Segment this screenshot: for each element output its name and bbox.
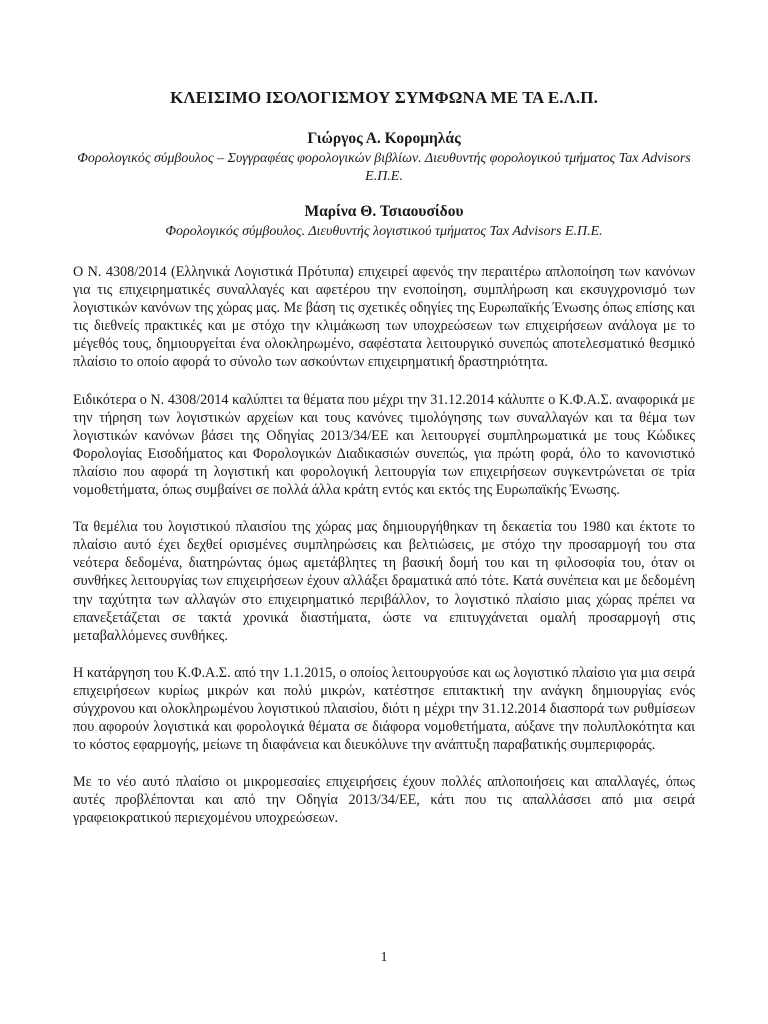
author-block-1 [73,130,695,186]
author-name: Γιώργος Α. Κορομηλάς [307,130,461,147]
author-name: Μαρίνα Θ. Τσιαουσίδου [304,203,464,220]
body-paragraph: Με το νέο αυτό πλαίσιο οι μικρομεσαίες επιχειρήσεις έχουν πολλές απλοποιήσεις και απαλλαγές, όπως αυτές προβλέπονται και από την Οδηγία 2013/34/ΕΕ, κάτι που τις απαλλάσσει από μια σειρά γραφειοκρατικού περιεχομένου υποχρεώσεων. [73,774,695,827]
body-paragraph: Ειδικότερα ο Ν. 4308/2014 καλύπτει τα θέματα που μέχρι την 31.12.2014 κάλυπτε ο Κ.Φ.Α.Σ. αναφορικά με την τήρηση των λογιστικών αρχείων και τους κανόνες τιμολόγησης των συναλλαγών και τα θέμα των λογιστικών κανόνων βάσει της Οδηγίας 2013/34/ΕΕ και λειτουργεί συμπληρωματικά με τους Κώδικες Φορολογίας Εισοδήματος και Φορολογικών Διαδικασιών συνεπώς, για πρώτη φορά, όλο το κανονιστικό πλαίσιο που αφορά τη λογιστική και φορολογική λειτουργία των επιχειρήσεων συγκεντρώνεται σε τρία νομοθετήματα, όπως συμβαίνει σε πολλά άλλα κράτη εντός και εκτός της Ευρωπαϊκής Ένωσης. [73,391,695,499]
author-block-2 [73,203,695,241]
page-number: 1 [380,950,388,965]
body-paragraph: Τα θεμέλια του λογιστικού πλαισίου της χώρας μας δημιουργήθηκαν τη δεκαετία του 1980 και έκτοτε το πλαίσιο αυτό έχει δεχθεί ορισμένες συμπληρώσεις και βελτιώσεις, με στόχο την προσαρμογή του στα νεότερα δεδομένα, διατηρώντας όμως αμετάβλητες τη βασική δομή του και τη φιλοσοφία του, όταν οι συνθήκες λειτουργίας των επιχειρήσεων έχουν αλλάξει δραματικά από τότε. Κατά συνέπεια και με δεδομένη την ταχύτητα των αλλαγών στο επιχειρηματικό περιβάλλον, το λογιστικό πλαίσιο μιας χώρας πρέπει να επανεξετάζεται σε τακτά χρονικά διαστήματα, ώστε να επιτυγχάνεται ομαλή προσαρμογή στις μεταβαλλόμενες συνθήκες. [73,519,695,644]
author-description: Φορολογικός σύμβουλος. Διευθυντής λογιστικού τμήματος Tax Advisors Ε.Π.Ε. [165,224,603,239]
body-paragraph: Ο Ν. 4308/2014 (Ελληνικά Λογιστικά Πρότυπα) επιχειρεί αφενός την περαιτέρω απλοποίηση των κανόνων για τις επιχειρηματικές συναλλαγές και αφετέρου την ενοποίηση, συμπλήρωση και εκσυγχρονισμό των λογιστικών κανόνων της χώρας μας. Με βάση τις σχετικές οδηγίες της Ευρωπαϊκής Ένωσης όπως επίσης και τις διεθνείς πρακτικές και με στόχο την κλιμάκωση των υποχρεώσεων των επιχειρήσεων ανάλογα με το μέγεθός τους, δημιουργείται ένα ολοκληρωμένο, σαφέστατα λειτουργικό συνεπώς αποτελεσματικό θεσμικό πλαίσιο το οποίο αφορά το σύνολο των ασκούντων επιχειρηματική δραστηριότητα. [73,264,695,371]
author-description: Φορολογικός σύμβουλος – Συγγραφέας φορολογικών βιβλίων. Διευθυντής φορολογικού τμήματος Tax Advisors Ε.Π.Ε. [77,151,691,184]
body-paragraph: Η κατάργηση του Κ.Φ.Α.Σ. από την 1.1.2015, ο οποίος λειτουργούσε και ως λογιστικό πλαίσιο για μια σειρά επιχειρήσεων κυρίως μικρών και πολύ μικρών, κατέστησε επιτακτική την ανάγκη δημιουργίας ενός σύγχρονου και ολοκληρωμένου λογιστικού πλαισίου, διότι η μέχρι την 31.12.2014 διασπορά των ρυθμίσεων που αφορούν λογιστικά και φορολογικά θέματα σε διάφορα νομοθετήματα, αύξανε την πολυπλοκότητα και το κόστος εφαρμογής, μείωνε τη διαφάνεια και διευκόλυνε την ανάπτυξη παραβατικής συμπεριφοράς. [73,664,695,754]
document-page [73,88,695,847]
document-title: ΚΛΕΙΣΙΜΟ ΙΣΟΛΟΓΙΣΜΟΥ ΣΥΜΦΩΝΑ ΜΕ ΤΑ Ε.Λ.Π. [170,88,598,107]
